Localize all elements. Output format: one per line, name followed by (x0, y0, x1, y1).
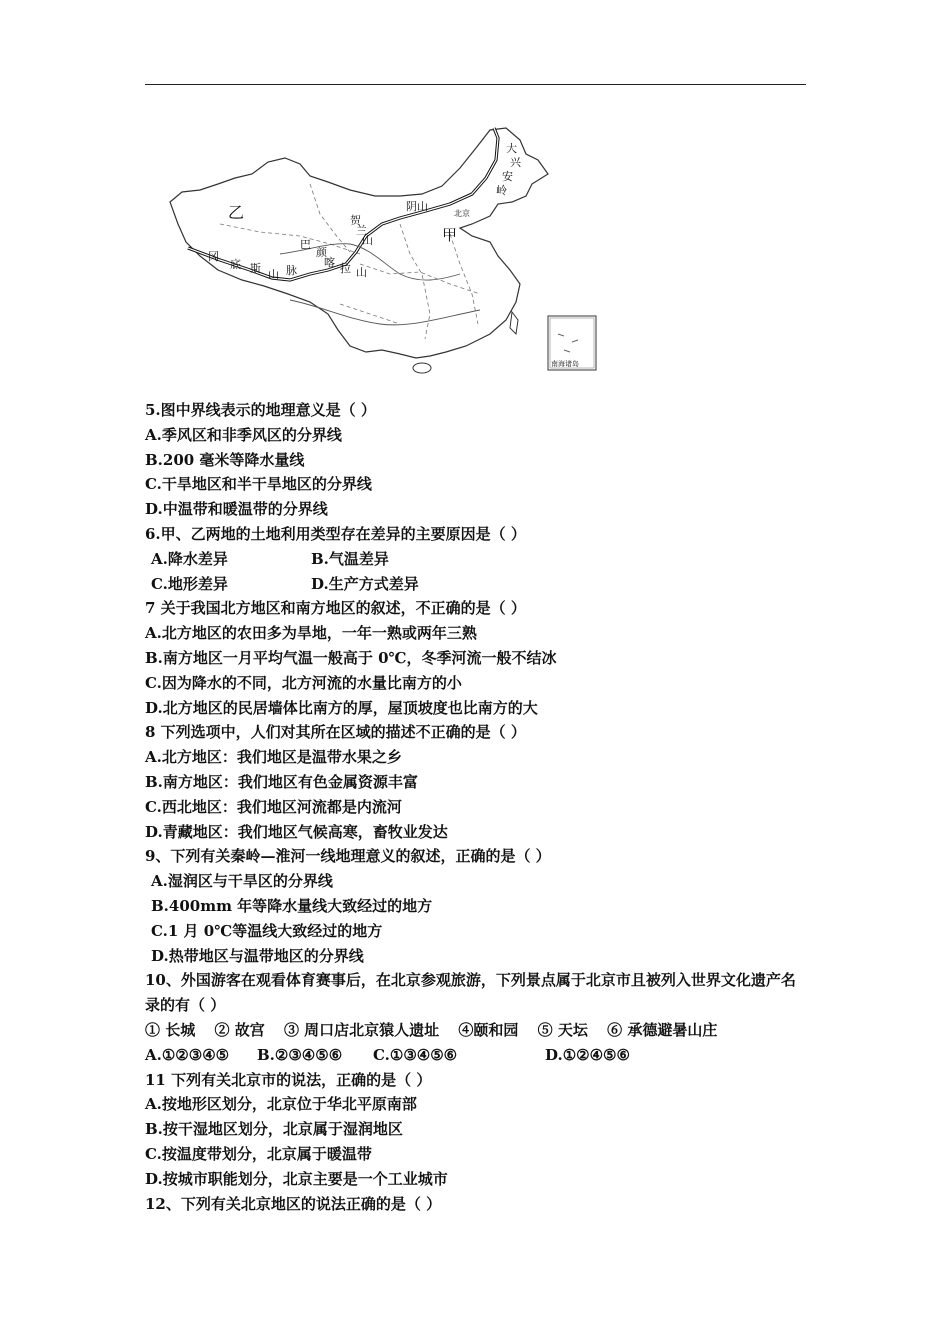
svg-text:岭: 岭 (496, 184, 507, 197)
svg-text:底: 底 (230, 258, 241, 271)
svg-text:冈: 冈 (208, 250, 219, 263)
header-rule (145, 84, 806, 85)
q9-option-c: C.1 月 0℃等温线大致经过的地方 (151, 921, 383, 940)
q7-option-a: A.北方地区的农田多为旱地，一年一熟或两年三熟 (145, 624, 477, 643)
svg-text:贺: 贺 (350, 214, 361, 227)
q5-option-a: A.季风区和非季风区的分界线 (145, 425, 342, 444)
q10-site-3: ③ 周口店北京猿人遗址 (283, 1020, 440, 1039)
svg-text:兴: 兴 (510, 156, 521, 169)
svg-text:山: 山 (362, 234, 373, 247)
q10-site-4: ④颐和园 (458, 1020, 519, 1039)
q6-option-d: D.生产方式差异 (311, 574, 419, 593)
svg-text:拉: 拉 (340, 262, 351, 275)
q10-option-d: D.①②④⑤⑥ (545, 1045, 630, 1064)
q10-site-5: ⑤ 天坛 (537, 1020, 588, 1039)
svg-text:大: 大 (506, 142, 517, 155)
q6-option-c: C.地形差异 (151, 574, 228, 593)
q8-stem: 8 下列选项中，人们对其所在区域的描述不正确的是（ ） (145, 723, 526, 742)
svg-text:喀: 喀 (324, 256, 335, 269)
q7-stem: 7 关于我国北方地区和南方地区的叙述，不正确的是（ ） (145, 599, 526, 618)
inset-label: 南海诸岛 (551, 360, 579, 368)
q11-option-d: D.按城市职能划分，北京主要是一个工业城市 (145, 1169, 448, 1188)
q10-site-1: ① 长城 (145, 1020, 196, 1039)
q11-option-c: C.按温度带划分，北京属于暖温带 (145, 1144, 372, 1163)
svg-text:山: 山 (268, 268, 279, 281)
q6-options-row2 (145, 572, 810, 597)
q9-option-d: D.热带地区与温带地区的分界线 (151, 946, 364, 965)
q7-option-b: B.南方地区一月平均气温一般高于 0℃，冬季河流一般不结冰 (145, 648, 557, 667)
q12-stem: 12、下列有关北京地区的说法正确的是（ ） (145, 1194, 442, 1213)
q5-stem: 5.图中界线表示的地理意义是（ ） (145, 401, 376, 419)
q10-site-6: ⑥ 承德避暑山庄 (607, 1020, 718, 1039)
q11-option-b: B.按干湿地区划分，北京属于湿润地区 (145, 1120, 403, 1139)
q10-option-b: B.②③④⑤⑥ (257, 1045, 343, 1064)
q6-stem: 6.甲、乙两地的土地利用类型存在差异的主要原因是（ ） (145, 524, 526, 543)
country-outline (170, 128, 548, 358)
svg-text:斯: 斯 (250, 262, 261, 275)
q7-option-c: C.因为降水的不同，北方河流的水量比南方的小 (145, 673, 462, 692)
svg-text:巴: 巴 (300, 238, 311, 251)
q9-stem: 9、下列有关秦岭—淮河一线地理意义的叙述，正确的是（ ） (145, 847, 551, 866)
svg-text:脉: 脉 (286, 264, 297, 277)
q7-option-d: D.北方地区的民居墙体比南方的厚，屋顶坡度也比南方的大 (145, 698, 538, 717)
q11-stem: 11 下列有关北京市的说法，正确的是（ ） (145, 1070, 432, 1089)
svg-text:阴山: 阴山 (406, 200, 428, 213)
q10-site-2: ② 故宫 (214, 1020, 265, 1039)
china-map (160, 124, 610, 374)
q9-option-a: A.湿润区与干旱区的分界线 (151, 872, 333, 891)
svg-text:兰: 兰 (356, 224, 367, 237)
q8-option-c: C.西北地区：我们地区河流都是内流河 (145, 797, 402, 816)
svg-text:安: 安 (502, 170, 513, 183)
q10-option-c: C.①③④⑤⑥ (373, 1045, 458, 1064)
q8-option-d: D.青藏地区：我们地区气候高寒，畜牧业发达 (145, 822, 448, 841)
label-jia: 甲 (442, 226, 458, 244)
q10-option-a: A.①②③④⑤ (145, 1045, 230, 1064)
q10-stem: 10、外国游客在观看体育赛事后，在北京参观旅游，下列景点属于北京市且被列入世界文化遗产名录的有（ ） (145, 971, 796, 1015)
q9-option-b: B.400mm 年等降水量线大致经过的地方 (151, 896, 433, 915)
svg-text:山: 山 (356, 266, 367, 279)
q8-option-a: A.北方地区：我们地区是温带水果之乡 (145, 748, 402, 767)
q5-option-c: C.干旱地区和半干旱地区的分界线 (145, 475, 372, 494)
q5-option-d: D.中温带和暖温带的分界线 (145, 500, 328, 519)
q6-options-row1 (145, 547, 810, 572)
question-list (145, 398, 810, 1216)
q6-option-a: A.降水差异 (151, 549, 228, 568)
q8-option-b: B.南方地区：我们地区有色金属资源丰富 (145, 772, 418, 791)
svg-text:北京: 北京 (454, 209, 470, 218)
q11-option-a: A.按地形区划分，北京位于华北平原南部 (145, 1095, 417, 1114)
svg-text:颜: 颜 (316, 246, 327, 259)
label-yi: 乙 (228, 203, 245, 222)
q6-option-b: B.气温差异 (311, 549, 389, 568)
q10-sites (145, 1018, 810, 1043)
q5-option-b: B.200 毫米等降水量线 (145, 450, 305, 469)
q10-options (145, 1043, 810, 1068)
